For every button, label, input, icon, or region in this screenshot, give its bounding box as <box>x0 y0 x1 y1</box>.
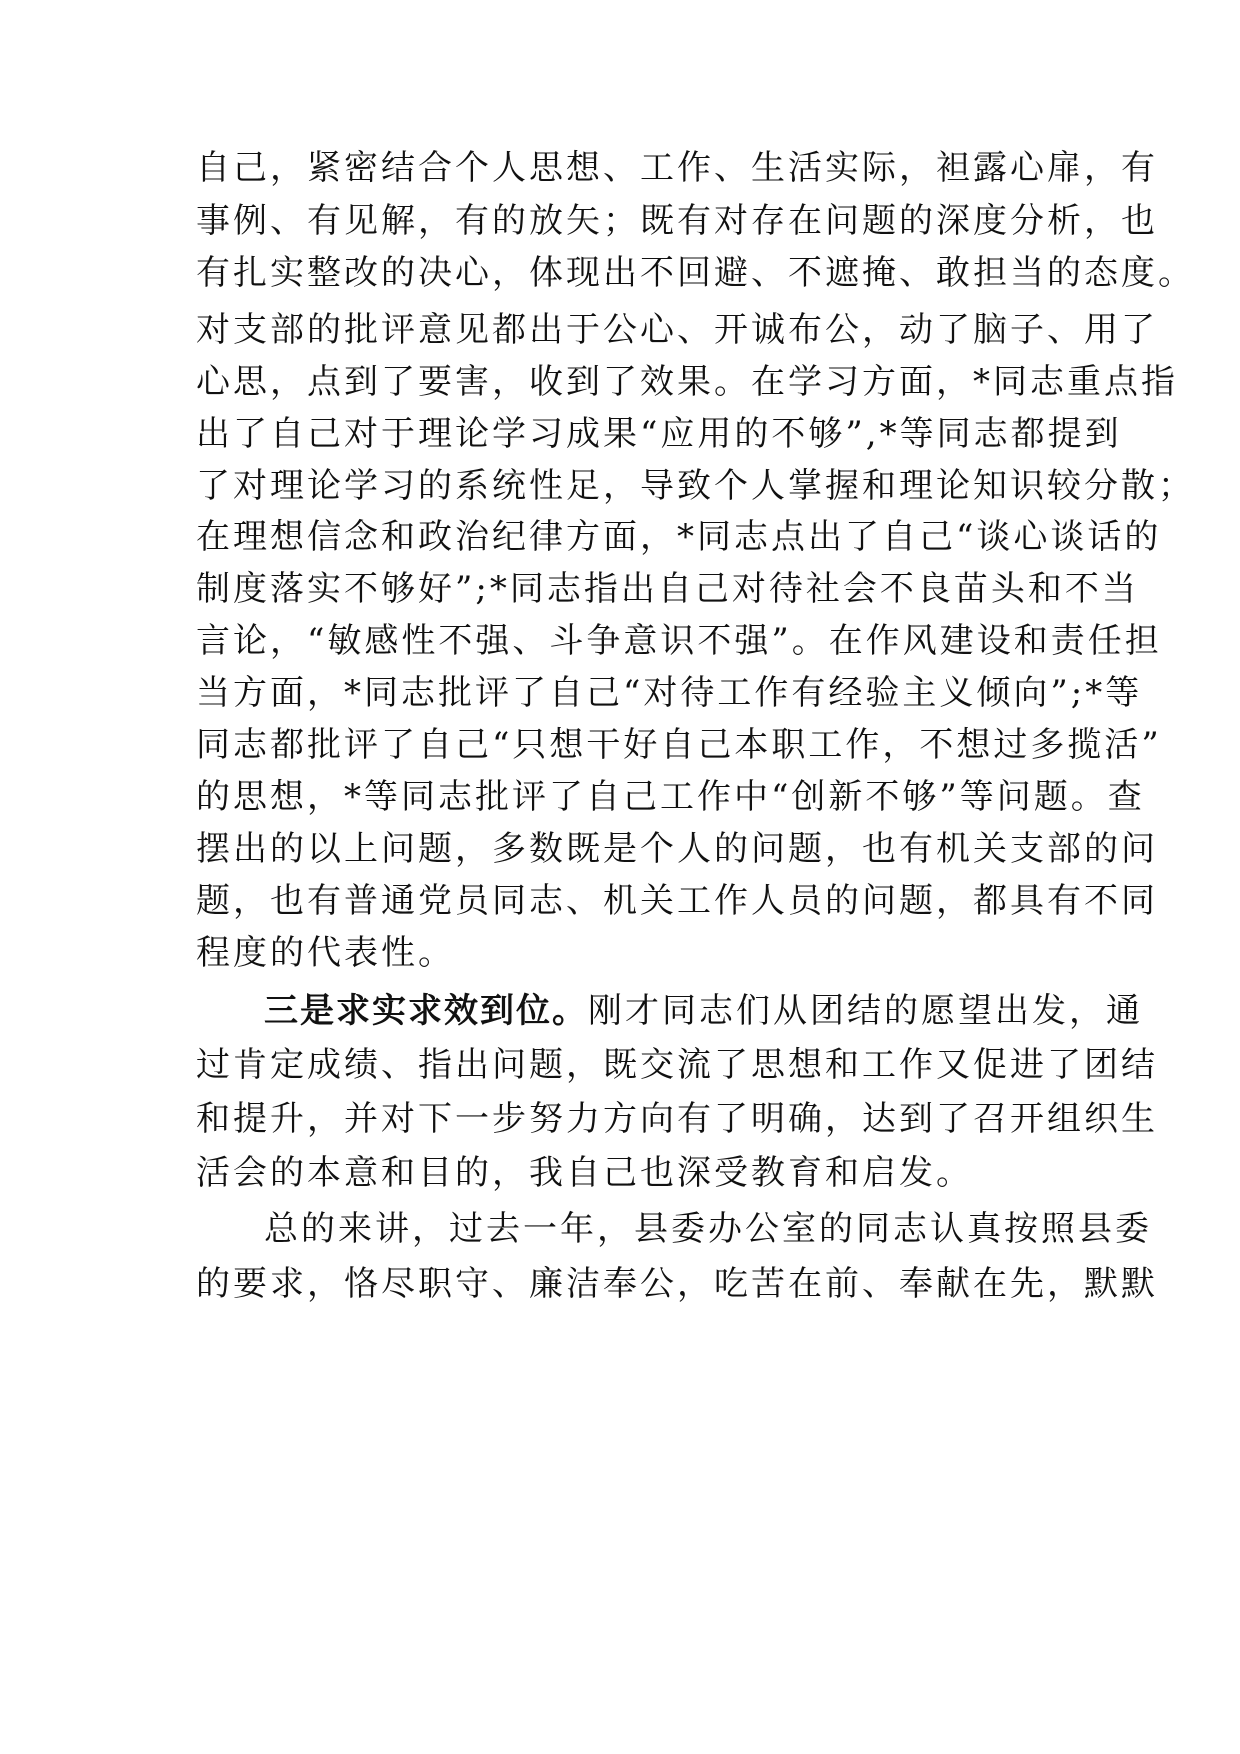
body-text-line: 在理想信念和政治纪律方面，*同志点出了自己“谈心谈话的 <box>196 517 1162 557</box>
body-text-line: 和提升，并对下一步努力方向有了明确，达到了召开组织生 <box>196 1099 1158 1139</box>
body-text-line: 过肯定成绩、指出问题，既交流了思想和工作又促进了团结 <box>196 1045 1158 1085</box>
body-text-line: 当方面，*同志批评了自己“对待工作有经验主义倾向”;*等 <box>196 673 1143 713</box>
body-text-line: 自己，紧密结合个人思想、工作、生活实际，袒露心扉，有 <box>196 148 1158 188</box>
body-text-line: 题，也有普通党员同志、机关工作人员的问题，都具有不同 <box>196 881 1158 921</box>
body-text-line: 的要求，恪尽职守、廉洁奉公，吃苦在前、奉献在先，默默 <box>196 1264 1158 1304</box>
body-text-line: 事例、有见解，有的放矢；既有对存在问题的深度分析，也 <box>196 201 1158 241</box>
body-text-line: 摆出的以上问题，多数既是个人的问题，也有机关支部的问 <box>196 829 1158 869</box>
third-point-first-line <box>196 985 1143 1037</box>
body-text-line: 对支部的批评意见都出于公心、开诚布公，动了脑子、用了 <box>196 310 1158 350</box>
body-text-line: 同志都批评了自己“只想干好自己本职工作，不想过多揽活” <box>196 725 1162 765</box>
third-point-heading: 三是求实求效到位。 <box>264 991 588 1031</box>
body-text-line: 活会的本意和目的，我自己也深受教育和启发。 <box>196 1153 973 1193</box>
body-text-line: 的思想，*等同志批评了自己工作中“创新不够”等问题。查 <box>196 777 1145 817</box>
body-text-line: 有扎实整改的决心，体现出不回避、不遮掩、敢担当的态度。 <box>196 253 1195 293</box>
body-text-line: 程度的代表性。 <box>196 933 455 973</box>
body-text-line: 出了自己对于理论学习成果“应用的不够”,*等同志都提到 <box>196 414 1122 454</box>
body-text-line: 了对理论学习的系统性足，导致个人掌握和理论知识较分散； <box>196 466 1195 506</box>
summary-first-line: 总的来讲，过去一年，县委办公室的同志认真按照县委 <box>264 1209 1152 1249</box>
body-text-line: 言论，“敏感性不强、斗争意识不强”。在作风建设和责任担 <box>196 621 1162 661</box>
body-text-line: 心思，点到了要害，收到了效果。在学习方面，*同志重点指 <box>196 362 1178 402</box>
body-text-line: 制度落实不够好”;*同志指出自己对待社会不良苗头和不当 <box>196 569 1139 609</box>
third-point-text: 刚才同志们从团结的愿望出发，通 <box>588 991 1143 1031</box>
